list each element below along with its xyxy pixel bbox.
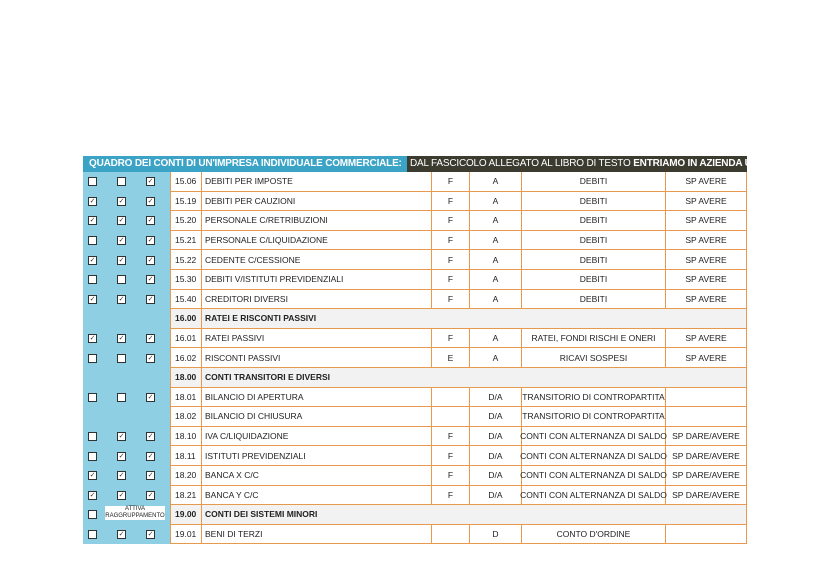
account-name: ISTITUTI PREVIDENZIALI [202,446,432,466]
account-nature: F [432,211,470,231]
account-nature: F [432,192,470,212]
section-row [83,368,747,388]
row-checkbox[interactable]: ✓ [118,491,125,499]
row-checkbox[interactable]: ✓ [89,472,96,480]
table-row [83,172,747,192]
account-code: 15.30 [170,270,202,290]
account-balance-side: A [470,290,522,310]
account-balance-side: D/A [470,466,522,486]
row-checkboxes [83,348,170,368]
row-cells [170,427,747,447]
row-checkbox[interactable]: ✓ [89,491,96,499]
account-balance-side: A [470,250,522,270]
row-checkbox[interactable]: ✓ [147,530,154,538]
row-checkbox[interactable]: ✓ [147,256,154,264]
row-checkbox[interactable]: ✓ [118,197,125,205]
row-cells [170,211,747,231]
row-checkbox[interactable] [88,236,97,245]
account-statement: SP AVERE [666,250,747,270]
table-row [83,250,747,270]
row-checkbox[interactable] [88,530,97,539]
attiva-raggruppamento-label[interactable]: ATTIVA RAGGRUPPAMENTO [105,506,165,520]
account-name: RISCONTI PASSIVI [202,348,432,368]
table-row [83,427,747,447]
row-checkbox[interactable]: ✓ [147,335,154,343]
row-checkbox[interactable] [117,354,126,363]
row-checkbox[interactable]: ✓ [147,452,154,460]
sheet-banner [83,156,766,172]
row-checkbox[interactable]: ✓ [118,433,125,441]
section-row [83,505,747,525]
row-checkbox[interactable]: ✓ [147,433,154,441]
account-nature: F [432,446,470,466]
row-checkbox[interactable]: ✓ [118,530,125,538]
row-checkboxes [83,368,170,388]
account-category: DEBITI [522,231,666,251]
account-statement [666,407,747,427]
table-row [83,231,747,251]
account-name: CREDITORI DIVERSI [202,290,432,310]
table-row [83,486,747,506]
table-row [83,407,747,427]
account-nature [432,407,470,427]
row-checkbox[interactable]: ✓ [147,197,154,205]
account-code: 15.22 [170,250,202,270]
account-balance-side: D/A [470,427,522,447]
row-checkbox[interactable]: ✓ [89,217,96,225]
row-checkboxes [83,290,170,310]
row-checkboxes [83,250,170,270]
account-nature [432,525,470,545]
account-code: 16.00 [170,309,202,329]
row-checkbox[interactable] [117,177,126,186]
row-checkboxes [83,486,170,506]
row-checkbox[interactable] [88,510,97,519]
row-checkbox[interactable]: ✓ [147,393,154,401]
account-name: BILANCIO DI APERTURA [202,388,432,408]
account-code: 15.21 [170,231,202,251]
row-cells [170,446,747,466]
row-checkboxes [83,388,170,408]
account-code: 16.01 [170,329,202,349]
row-cells [170,348,747,368]
row-checkbox[interactable]: ✓ [118,452,125,460]
account-category: CONTI CON ALTERNANZA DI SALDO [522,486,666,506]
table-row [83,525,747,545]
account-code: 18.20 [170,466,202,486]
row-checkboxes [83,192,170,212]
account-name: IVA C/LIQUIDAZIONE [202,427,432,447]
row-checkbox[interactable] [88,452,97,461]
account-balance-side: A [470,211,522,231]
account-code: 15.20 [170,211,202,231]
chart-of-accounts-sheet [83,156,766,544]
row-checkboxes [83,407,170,427]
accounts-table [83,172,747,544]
row-checkbox[interactable]: ✓ [118,256,125,264]
table-row [83,211,747,231]
table-row [83,388,747,408]
row-checkbox[interactable]: ✓ [147,472,154,480]
row-checkboxes [83,446,170,466]
account-code: 16.02 [170,348,202,368]
row-checkbox[interactable]: ✓ [147,354,154,362]
account-code: 19.00 [170,505,202,525]
row-checkbox[interactable] [88,177,97,186]
table-row [83,329,747,349]
account-statement: SP AVERE [666,270,747,290]
sheet-title: QUADRO DEI CONTI DI UN'IMPRESA INDIVIDUALE COMMERCIALE: [83,156,407,172]
account-balance-side: A [470,231,522,251]
row-checkbox[interactable]: ✓ [118,295,125,303]
account-category: TRANSITORIO DI CONTROPARTITA [522,407,666,427]
row-checkbox[interactable]: ✓ [147,237,154,245]
row-cells [170,525,747,545]
row-checkbox[interactable]: ✓ [118,472,125,480]
account-name: DEBITI PER CAUZIONI [202,192,432,212]
account-name: CONTI DEI SISTEMI MINORI [202,505,747,525]
account-code: 18.01 [170,388,202,408]
section-row [83,309,747,329]
account-name: BILANCIO DI CHIUSURA [202,407,432,427]
account-name: PERSONALE C/RETRIBUZIONI [202,211,432,231]
account-code: 18.11 [170,446,202,466]
account-name: RATEI PASSIVI [202,329,432,349]
account-name: BANCA X C/C [202,466,432,486]
account-category: CONTO D'ORDINE [522,525,666,545]
account-name: CEDENTE C/CESSIONE [202,250,432,270]
row-cells [170,172,747,192]
row-checkbox[interactable]: ✓ [147,491,154,499]
row-cells [170,231,747,251]
account-name: BANCA Y C/C [202,486,432,506]
row-checkboxes [83,525,170,545]
row-checkbox[interactable] [88,393,97,402]
account-nature: F [432,427,470,447]
account-balance-side: A [470,270,522,290]
row-cells [170,329,747,349]
row-checkbox[interactable]: ✓ [89,335,96,343]
account-name: PERSONALE C/LIQUIDAZIONE [202,231,432,251]
account-statement: SP AVERE [666,290,747,310]
sheet-subtitle: DAL FASCICOLO ALLEGATO AL LIBRO DI TESTO ENTRIAMO IN AZIENDA UP 1 [407,156,747,172]
row-checkbox[interactable]: ✓ [89,197,96,205]
account-statement: SP AVERE [666,231,747,251]
row-checkboxes [83,329,170,349]
row-checkbox[interactable]: ✓ [147,295,154,303]
account-category: DEBITI [522,250,666,270]
account-name: BENI DI TERZI [202,525,432,545]
account-nature: F [432,270,470,290]
row-checkbox[interactable]: ✓ [147,217,154,225]
account-statement: SP AVERE [666,172,747,192]
row-checkboxes [83,270,170,290]
account-code: 19.01 [170,525,202,545]
account-category: TRANSITORIO DI CONTROPARTITA [522,388,666,408]
account-statement: SP DARE/AVERE [666,427,747,447]
account-nature: F [432,329,470,349]
table-row [83,290,747,310]
table-row [83,192,747,212]
row-checkbox[interactable]: ✓ [147,276,154,284]
account-nature [432,388,470,408]
account-code: 18.02 [170,407,202,427]
row-cells [170,466,747,486]
row-cells [170,486,747,506]
account-balance-side: A [470,329,522,349]
row-checkbox[interactable] [88,275,97,284]
row-checkbox[interactable]: ✓ [89,295,96,303]
account-name: CONTI TRANSITORI E DIVERSI [202,368,747,388]
account-statement: SP AVERE [666,211,747,231]
account-nature: E [432,348,470,368]
row-checkboxes [83,427,170,447]
textbook-title: ENTRIAMO IN AZIENDA UP 1 [633,158,766,169]
row-checkbox[interactable] [117,275,126,284]
row-cells [170,270,747,290]
table-row [83,348,747,368]
account-category: CONTI CON ALTERNANZA DI SALDO [522,427,666,447]
account-code: 18.00 [170,368,202,388]
row-cells [170,290,747,310]
row-cells [170,388,747,408]
account-balance-side: D/A [470,388,522,408]
account-statement: SP DARE/AVERE [666,486,747,506]
account-nature: F [432,231,470,251]
account-category: DEBITI [522,211,666,231]
row-cells [170,250,747,270]
row-cells [170,505,747,525]
account-statement: SP DARE/AVERE [666,466,747,486]
table-row [83,446,747,466]
account-category: DEBITI [522,192,666,212]
account-category: RICAVI SOSPESI [522,348,666,368]
row-checkboxes [83,309,170,329]
account-code: 18.21 [170,486,202,506]
row-checkbox[interactable]: ✓ [118,237,125,245]
account-name: RATEI E RISCONTI PASSIVI [202,309,747,329]
account-statement: SP AVERE [666,192,747,212]
account-balance-side: D/A [470,407,522,427]
account-statement [666,525,747,545]
row-checkbox[interactable] [88,432,97,441]
table-row [83,466,747,486]
row-checkbox[interactable]: ✓ [89,256,96,264]
row-checkboxes [83,231,170,251]
account-nature: F [432,466,470,486]
account-category: DEBITI [522,270,666,290]
row-checkbox[interactable] [88,354,97,363]
account-statement [666,388,747,408]
account-balance-side: A [470,172,522,192]
row-cells [170,192,747,212]
account-statement: SP DARE/AVERE [666,446,747,466]
account-nature: F [432,250,470,270]
account-name: DEBITI V/ISTITUTI PREVIDENZIALI [202,270,432,290]
row-checkboxes [83,172,170,192]
row-checkboxes [83,466,170,486]
account-category: DEBITI [522,290,666,310]
account-category: DEBITI [522,172,666,192]
account-balance-side: A [470,348,522,368]
account-code: 18.10 [170,427,202,447]
account-category: CONTI CON ALTERNANZA DI SALDO [522,446,666,466]
account-category: RATEI, FONDI RISCHI E ONERI [522,329,666,349]
account-statement: SP AVERE [666,329,747,349]
row-checkbox[interactable]: ✓ [147,178,154,186]
account-nature: F [432,486,470,506]
row-checkbox[interactable]: ✓ [118,335,125,343]
account-code: 15.06 [170,172,202,192]
account-balance-side: A [470,192,522,212]
account-balance-side: D/A [470,446,522,466]
account-code: 15.19 [170,192,202,212]
row-checkboxes [83,211,170,231]
table-row [83,270,747,290]
account-name: DEBITI PER IMPOSTE [202,172,432,192]
account-category: CONTI CON ALTERNANZA DI SALDO [522,466,666,486]
account-balance-side: D [470,525,522,545]
account-nature: F [432,290,470,310]
row-cells [170,368,747,388]
row-checkbox[interactable]: ✓ [118,217,125,225]
account-nature: F [432,172,470,192]
account-code: 15.40 [170,290,202,310]
row-cells [170,407,747,427]
row-cells [170,309,747,329]
row-checkbox[interactable] [117,393,126,402]
row-checkboxes [83,505,170,525]
account-balance-side: D/A [470,486,522,506]
account-statement: SP AVERE [666,348,747,368]
